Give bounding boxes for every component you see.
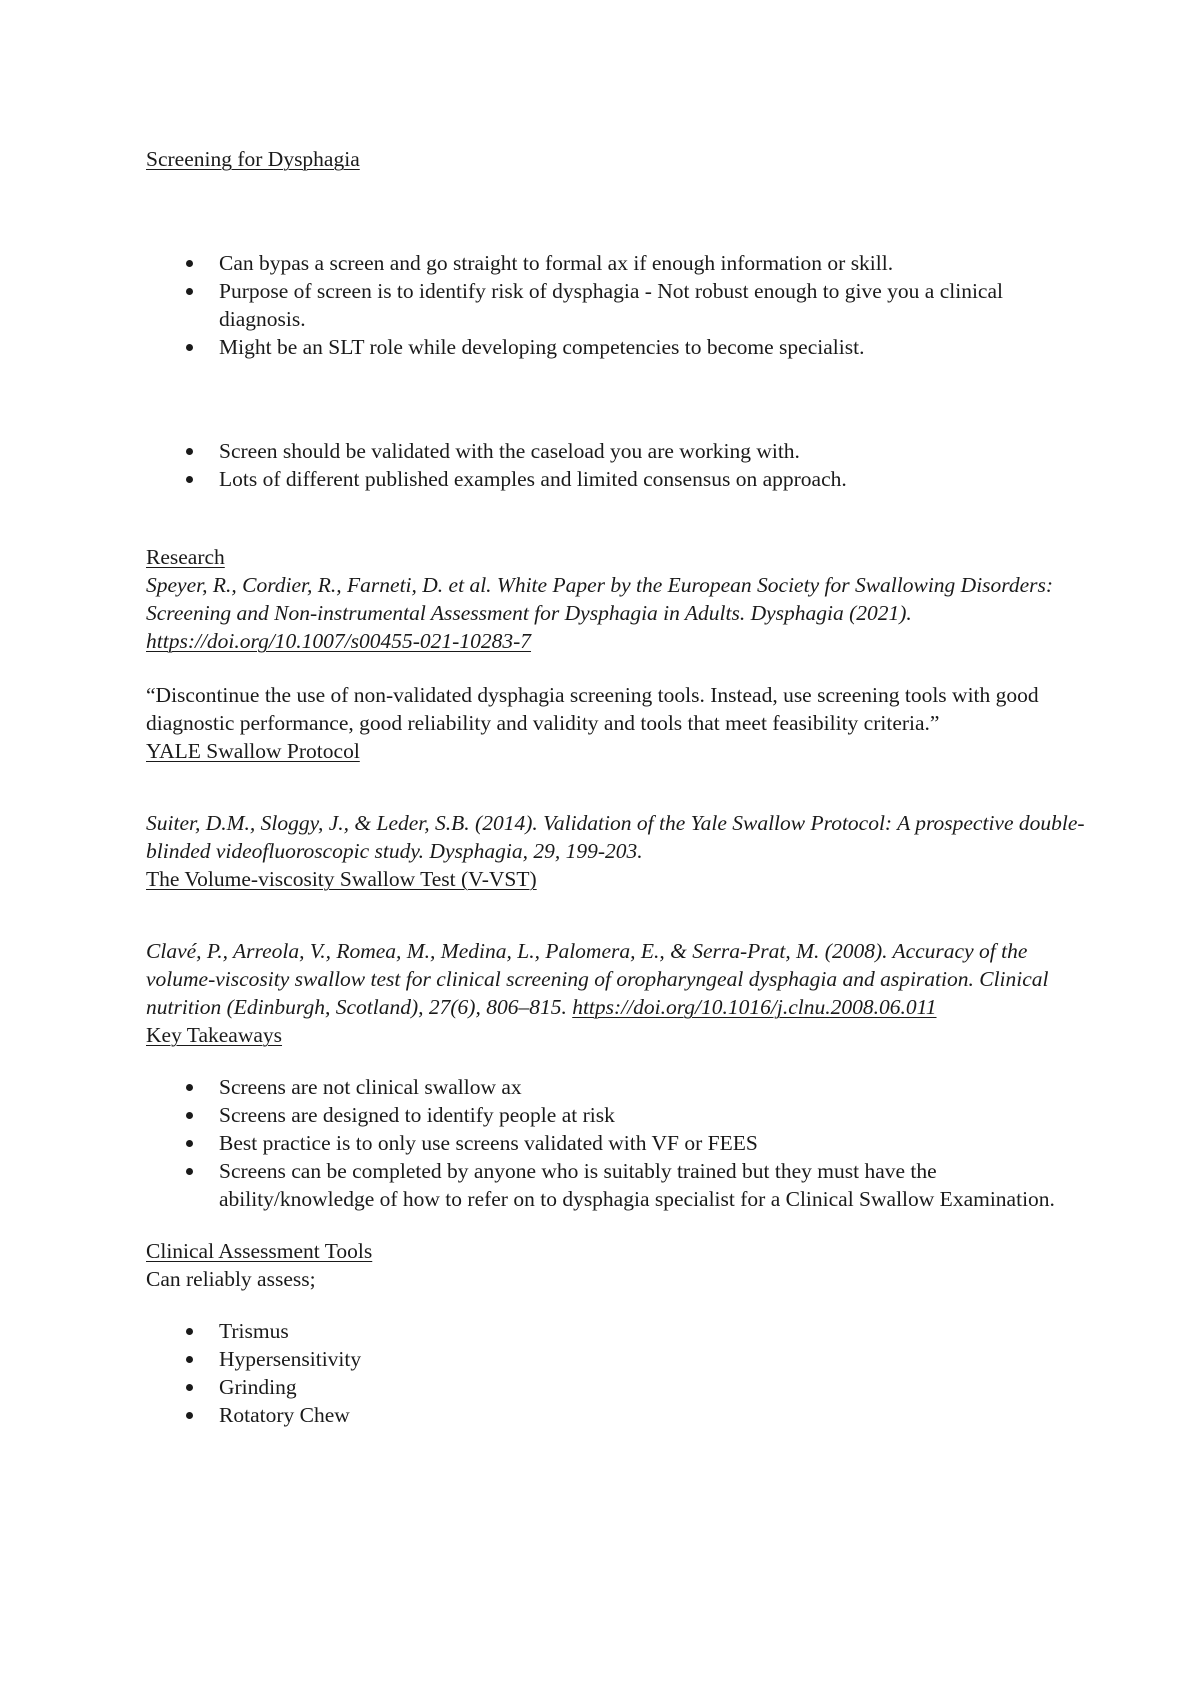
yale-citation: Suiter, D.M., Sloggy, J., & Leder, S.B. (2014). Validation of the Yale Swallow Protocol: A prospective double-blinded videofluoroscopic study. Dysphagia, 29, 199-203. xyxy=(146,811,1085,863)
screening-bullet-list-a xyxy=(146,249,1086,361)
document-page xyxy=(146,145,1086,1429)
tools-bullet-list xyxy=(146,1317,1086,1429)
research-citation xyxy=(146,571,1086,655)
section-heading-screening: Screening for Dysphagia xyxy=(146,147,360,171)
tools-intro: Can reliably assess; xyxy=(146,1267,316,1291)
section-heading-vvst: The Volume-viscosity Swallow Test (V-VST) xyxy=(146,867,537,891)
list-item: Best practice is to only use screens validated with VF or FEES xyxy=(146,1129,1086,1157)
list-item: Lots of different published examples and limited consensus on approach. xyxy=(146,465,1086,493)
list-item: Can bypas a screen and go straight to formal ax if enough information or skill. xyxy=(146,249,1086,277)
vvst-doi-link[interactable]: https://doi.org/10.1016/j.clnu.2008.06.011 xyxy=(572,995,937,1019)
research-doi-link[interactable]: https://doi.org/10.1007/s00455-021-10283-7 xyxy=(146,629,532,653)
list-item: Rotatory Chew xyxy=(146,1401,1086,1429)
list-item: Grinding xyxy=(146,1373,1086,1401)
section-heading-yale: YALE Swallow Protocol xyxy=(146,739,360,763)
list-item: Trismus xyxy=(146,1317,1086,1345)
section-heading-research: Research xyxy=(146,545,225,569)
research-quote: “Discontinue the use of non-validated dysphagia screening tools. Instead, use screening tools with good diagnostic performance, good reliability and validity and tools that meet feasibility criteria.” xyxy=(146,683,1039,735)
screening-bullet-list-b xyxy=(146,437,1086,493)
list-item: Screens are designed to identify people at risk xyxy=(146,1101,1086,1129)
section-heading-tools: Clinical Assessment Tools xyxy=(146,1239,373,1263)
research-citation-text: Speyer, R., Cordier, R., Farneti, D. et al. White Paper by the European Society for Swallowing Disorders: Screening and Non-instrumental Assessment for Dysphagia in Adults. Dysphagia (2021). xyxy=(146,573,1054,625)
vvst-citation-text: Clavé, P., Arreola, V., Romea, M., Medina, L., Palomera, E., & Serra-Prat, M. (2008). Accuracy of the volume-viscosity swallow test for clinical screening of oropharyngeal dysphagia and aspiration. Clinical nutrition (Edinburgh, Scotland), 27(6), 806–815. xyxy=(146,939,1049,1019)
section-heading-takeaways: Key Takeaways xyxy=(146,1023,283,1047)
list-item: Screens are not clinical swallow ax xyxy=(146,1073,1086,1101)
vvst-citation xyxy=(146,937,1086,1021)
list-item: Might be an SLT role while developing competencies to become specialist. xyxy=(146,333,1086,361)
list-item: Screen should be validated with the caseload you are working with. xyxy=(146,437,1086,465)
takeaways-bullet-list xyxy=(146,1073,1086,1213)
list-item: Hypersensitivity xyxy=(146,1345,1086,1373)
list-item: Purpose of screen is to identify risk of dysphagia - Not robust enough to give you a clinical diagnosis. xyxy=(146,277,1086,333)
list-item: Screens can be completed by anyone who is suitably trained but they must have the ability/knowledge of how to refer on to dysphagia specialist for a Clinical Swallow Examination. xyxy=(146,1157,1086,1213)
